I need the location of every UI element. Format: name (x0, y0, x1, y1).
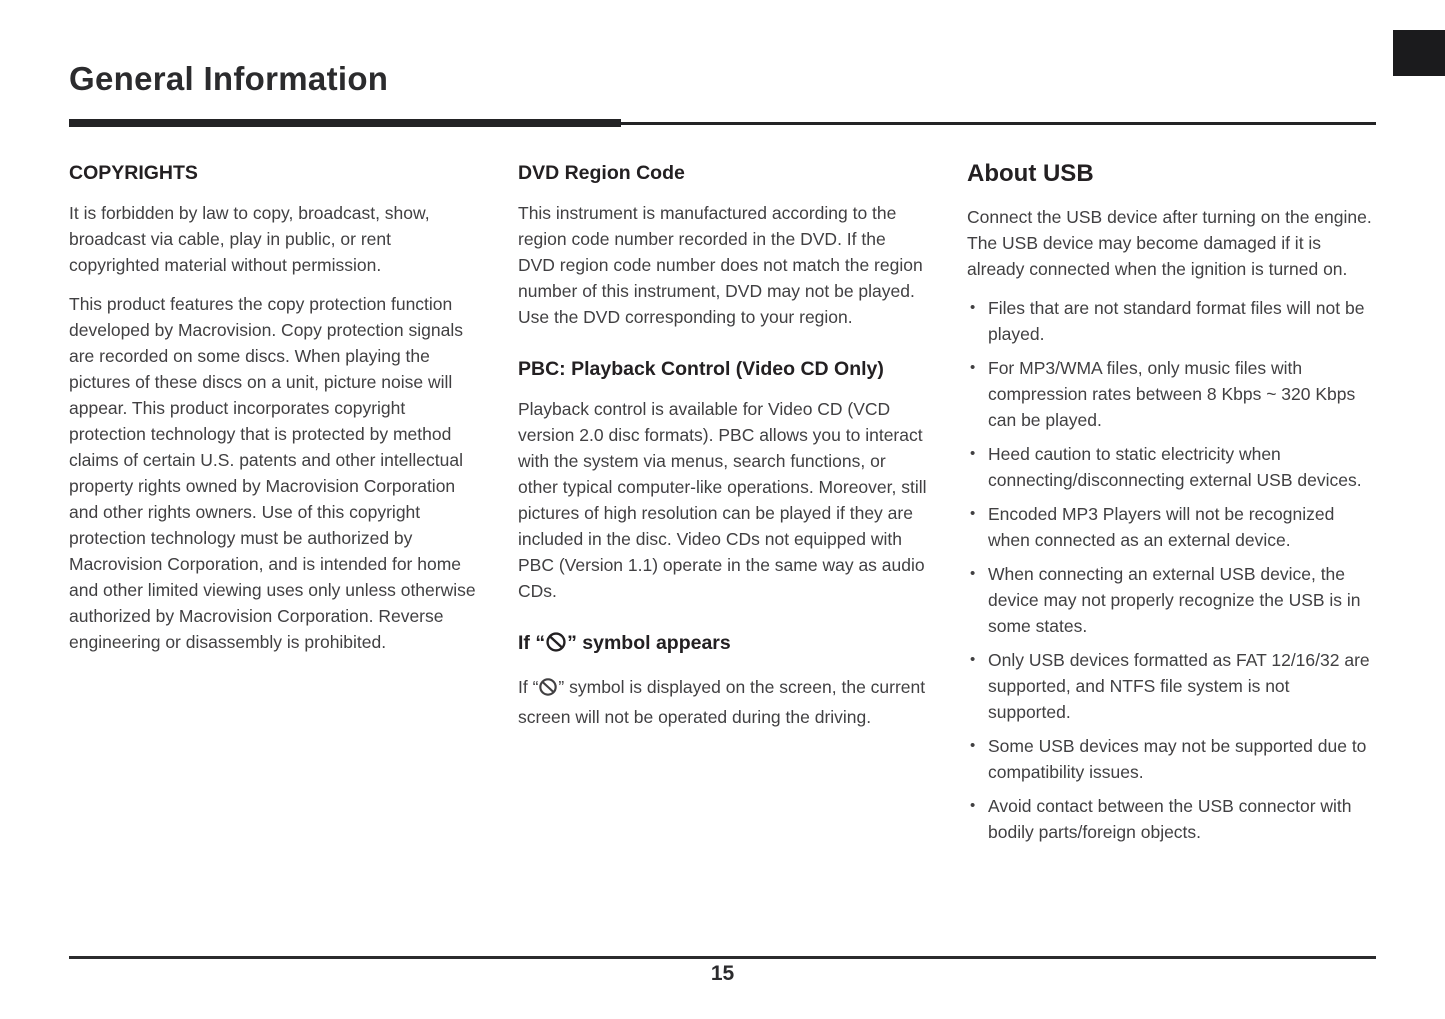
prohibition-icon (538, 677, 558, 704)
dvd-region-paragraph: This instrument is manufactured according to the region code number recorded in the DVD. If the DVD region code number does not match the region number of this instrument, DVD may not be played. Use the DVD corresponding to your region. (518, 203, 923, 327)
title-rule (69, 119, 1376, 127)
column-usb (967, 160, 1376, 853)
list-item (967, 733, 1376, 785)
list-item-text: Only USB devices formatted as FAT 12/16/32 are supported, and NTFS file system is not supported. (988, 650, 1370, 722)
list-item (967, 501, 1376, 553)
bullet-icon: • (970, 445, 976, 462)
copyrights-paragraph-2: This product features the copy protection function developed by Macrovision. Copy protection signals are recorded on some discs. When playing the pictures of these discs on a unit, picture noise will appear. This product incorporates copyright protection technology that is protected by method claims of certain U.S. patents and other intellectual property rights owned by Macrovision Corporation and other rights owners. Use of this copyright protection technology must be authorized by Macrovision Corporation, and is intended for home and other limited viewing uses only unless otherwise authorized by Macrovision Corporation. Reverse engineering or disassembly is prohibited. (69, 294, 476, 652)
dvd-region-heading: DVD Region Code (518, 162, 685, 184)
usb-bullet-list (967, 295, 1376, 845)
bullet-icon: • (970, 505, 976, 522)
list-item-text: Heed caution to static electricity when connecting/disconnecting external USB devices. (988, 444, 1362, 490)
bullet-icon: • (970, 797, 976, 814)
column-copyrights (69, 160, 478, 853)
symbol-paragraph (518, 674, 927, 730)
symbol-heading-suffix: ” symbol appears (567, 632, 731, 654)
symbol-heading-prefix: If “ (518, 632, 546, 654)
bullet-icon: • (970, 299, 976, 316)
usb-heading: About USB (967, 160, 1094, 187)
column-dvd-pbc (518, 160, 927, 853)
list-item-text: Encoded MP3 Players will not be recognized when connected as an external device. (988, 504, 1335, 550)
footer-rule (69, 956, 1376, 959)
list-item (967, 647, 1376, 725)
content-columns (69, 160, 1376, 853)
list-item-text: Some USB devices may not be supported due to compatibility issues. (988, 736, 1367, 782)
prohibition-icon (545, 631, 567, 661)
bullet-icon: • (970, 359, 976, 376)
copyrights-paragraph-1: It is forbidden by law to copy, broadcast, show, broadcast via cable, play in public, or rent copyrighted material without permission. (69, 203, 430, 275)
list-item (967, 561, 1376, 639)
usb-intro-paragraph: Connect the USB device after turning on the engine. The USB device may become damaged if it is already connected when the ignition is turned on. (967, 207, 1372, 279)
copyrights-heading: COPYRIGHTS (69, 162, 198, 184)
list-item (967, 793, 1376, 845)
bullet-icon: • (970, 651, 976, 668)
symbol-body-suffix: ” symbol is displayed on the screen, the current screen will not be operated during the driving. (518, 677, 926, 727)
pbc-heading: PBC: Playback Control (Video CD Only) (518, 358, 884, 380)
list-item-text: For MP3/WMA files, only music files with compression rates between 8 Kbps ~ 320 Kbps can be played. (988, 358, 1356, 430)
symbol-body-prefix: If “ (518, 677, 539, 697)
list-item (967, 441, 1376, 493)
page-number: 15 (710, 962, 735, 985)
bullet-icon: • (970, 565, 976, 582)
list-item-text: Files that are not standard format files will not be played. (988, 298, 1365, 344)
list-item (967, 355, 1376, 433)
pbc-paragraph: Playback control is available for Video CD (VCD version 2.0 disc formats). PBC allows you to interact with the system via menus, search functions, or other typical computer-like operations. Moreover, still pictures of high resolution can be played if they are included in the disc. Video CDs not equipped with PBC (Version 1.1) operate in the same way as audio CDs. (518, 399, 927, 601)
list-item-text: When connecting an external USB device, the device may not properly recognize the USB is in some states. (988, 564, 1361, 636)
title-rule-thick (69, 119, 621, 127)
corner-tab (1393, 30, 1445, 76)
symbol-heading (518, 630, 927, 661)
list-item-text: Avoid contact between the USB connector with bodily parts/foreign objects. (988, 796, 1352, 842)
list-item (967, 295, 1376, 347)
bullet-icon: • (970, 737, 976, 754)
page-title: General Information (69, 60, 389, 97)
